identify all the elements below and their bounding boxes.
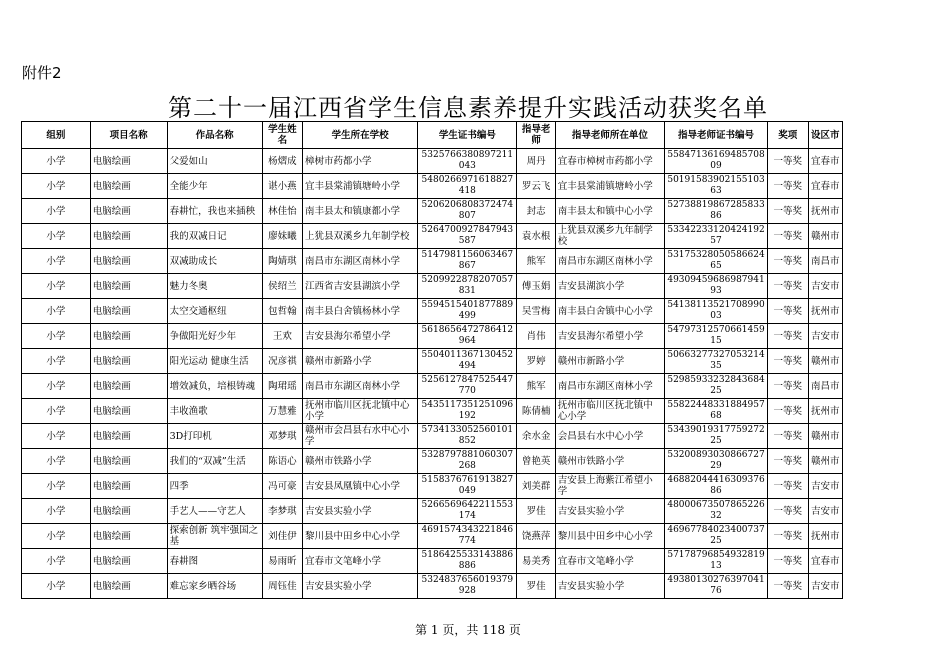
- cell-teacher-cert: 5066327732705321435: [664, 349, 767, 374]
- cell-group: 小学: [22, 474, 91, 499]
- cell-city: 吉安市: [808, 274, 842, 299]
- cell-city: 宜春市: [808, 549, 842, 574]
- col-header-project: 项目名称: [90, 122, 167, 149]
- cell-award: 一等奖: [768, 274, 808, 299]
- cell-teacher: 袁水根: [517, 224, 555, 249]
- cell-project: 电脑绘画: [90, 149, 167, 174]
- cell-student-cert: 5734133052560101852: [418, 424, 517, 449]
- cell-project: 电脑绘画: [90, 549, 167, 574]
- cell-group: 小学: [22, 399, 91, 424]
- cell-work: 我的双减日记: [167, 224, 262, 249]
- cell-student: 万慧雅: [262, 399, 302, 424]
- cell-student-cert: 4691574343221846774: [418, 524, 517, 549]
- cell-student: 王欢: [262, 324, 302, 349]
- cell-group: 小学: [22, 524, 91, 549]
- cell-teacher-cert: 5320089303086672729: [664, 449, 767, 474]
- cell-student: 况彦祺: [262, 349, 302, 374]
- cell-teacher-unit: 南丰县太和镇中心小学: [555, 199, 664, 224]
- cell-student: 陈语心: [262, 449, 302, 474]
- cell-teacher: 熊军: [517, 374, 555, 399]
- cell-teacher-unit: 赣州市新路小学: [555, 349, 664, 374]
- cell-teacher-cert: 5717879685493281913: [664, 549, 767, 574]
- cell-teacher-unit: 宜丰县棠浦镇塘岭小学: [555, 174, 664, 199]
- cell-city: 赣州市: [808, 224, 842, 249]
- cell-student: 陶婧琪: [262, 249, 302, 274]
- cell-project: 电脑绘画: [90, 374, 167, 399]
- cell-work: 丰收渔歌: [167, 399, 262, 424]
- cell-award: 一等奖: [768, 149, 808, 174]
- cell-school: 宜春市文笔峰小学: [303, 549, 418, 574]
- cell-group: 小学: [22, 499, 91, 524]
- cell-school: 赣州市铁路小学: [303, 449, 418, 474]
- cell-award: 一等奖: [768, 424, 808, 449]
- cell-student: 刘佳伊: [262, 524, 302, 549]
- cell-teacher: 傅玉娟: [517, 274, 555, 299]
- cell-student: 侯绍兰: [262, 274, 302, 299]
- cell-teacher: 易美秀: [517, 549, 555, 574]
- cell-teacher: 封志: [517, 199, 555, 224]
- page-title: 第二十一届江西省学生信息素养提升实践活动获奖名单: [168, 94, 768, 122]
- table-row: [22, 449, 843, 474]
- cell-teacher: 罗云飞: [517, 174, 555, 199]
- cell-city: 赣州市: [808, 424, 842, 449]
- cell-project: 电脑绘画: [90, 199, 167, 224]
- cell-student-cert: 5435117351251096192: [418, 399, 517, 424]
- cell-teacher-unit: 南昌市东湖区南林小学: [555, 249, 664, 274]
- cell-teacher: 刘美群: [517, 474, 555, 499]
- col-header-work: 作品名称: [167, 122, 262, 149]
- cell-student: 周钰佳: [262, 574, 302, 599]
- cell-city: 抚州市: [808, 299, 842, 324]
- col-header-award: 奖项: [768, 122, 808, 149]
- cell-city: 南昌市: [808, 249, 842, 274]
- cell-student-cert: 5264700927847943587: [418, 224, 517, 249]
- cell-project: 电脑绘画: [90, 249, 167, 274]
- cell-teacher: 肖伟: [517, 324, 555, 349]
- cell-city: 赣州市: [808, 449, 842, 474]
- cell-award: 一等奖: [768, 374, 808, 399]
- cell-work: 春耕忙，我也来插秧: [167, 199, 262, 224]
- cell-student: 邓梦琪: [262, 424, 302, 449]
- cell-city: 抚州市: [808, 399, 842, 424]
- page-footer: 第 1 页，共 118 页: [415, 623, 521, 637]
- cell-project: 电脑绘画: [90, 524, 167, 549]
- cell-city: 赣州市: [808, 349, 842, 374]
- cell-teacher: 吴雪梅: [517, 299, 555, 324]
- cell-city: 抚州市: [808, 524, 842, 549]
- table-row: [22, 374, 843, 399]
- cell-award: 一等奖: [768, 499, 808, 524]
- table-row: [22, 349, 843, 374]
- cell-student-cert: 5480266971618827418: [418, 174, 517, 199]
- cell-project: 电脑绘画: [90, 424, 167, 449]
- table-row: [22, 174, 843, 199]
- cell-school: 吉安县凤凰镇中心小学: [303, 474, 418, 499]
- cell-work: 太空交通枢纽: [167, 299, 262, 324]
- col-header-teacher: 指导老师: [517, 122, 555, 149]
- cell-teacher-cert: 5479731257066145915: [664, 324, 767, 349]
- col-header-teacher-cert: 指导老师证书编号: [664, 122, 767, 149]
- cell-group: 小学: [22, 449, 91, 474]
- cell-group: 小学: [22, 199, 91, 224]
- col-header-group: 组别: [22, 122, 91, 149]
- cell-work: 手艺人——守艺人: [167, 499, 262, 524]
- cell-student-cert: 5324837656019379928: [418, 574, 517, 599]
- cell-school: 吉安县海尔希望小学: [303, 324, 418, 349]
- cell-teacher-unit: 吉安县上海紫江希望小学: [555, 474, 664, 499]
- cell-student: 杨熠成: [262, 149, 302, 174]
- cell-student: 林佳怡: [262, 199, 302, 224]
- awards-table: [21, 121, 843, 599]
- cell-teacher-cert: 5019158390215510363: [664, 174, 767, 199]
- cell-student-cert: 5266569642211553174: [418, 499, 517, 524]
- table-row: [22, 399, 843, 424]
- cell-student-cert: 5209922878207057831: [418, 274, 517, 299]
- cell-project: 电脑绘画: [90, 574, 167, 599]
- cell-group: 小学: [22, 249, 91, 274]
- col-header-teacher-unit: 指导老师所在单位: [555, 122, 664, 149]
- cell-city: 宜春市: [808, 174, 842, 199]
- table-header-row: [22, 122, 843, 149]
- cell-teacher-cert: 4800067350786522632: [664, 499, 767, 524]
- cell-school: 抚州市临川区抚北镇中心小学: [303, 399, 418, 424]
- cell-work: 魅力冬奥: [167, 274, 262, 299]
- cell-teacher: 罗佳: [517, 499, 555, 524]
- cell-work: 四季: [167, 474, 262, 499]
- cell-work: 全能少年: [167, 174, 262, 199]
- cell-teacher: 周丹: [517, 149, 555, 174]
- cell-work: 争做阳光好少年: [167, 324, 262, 349]
- cell-school: 江西省吉安县湖滨小学: [303, 274, 418, 299]
- cell-work: 双减助成长: [167, 249, 262, 274]
- cell-award: 一等奖: [768, 224, 808, 249]
- cell-student-cert: 5206206808372474807: [418, 199, 517, 224]
- cell-award: 一等奖: [768, 174, 808, 199]
- cell-city: 宜春市: [808, 149, 842, 174]
- cell-school: 赣州市会昌县右水中心小学: [303, 424, 418, 449]
- cell-teacher-cert: 5273881986728583386: [664, 199, 767, 224]
- cell-school: 吉安县实验小学: [303, 574, 418, 599]
- cell-project: 电脑绘画: [90, 449, 167, 474]
- cell-teacher-cert: 5343901931775927225: [664, 424, 767, 449]
- cell-teacher-unit: 吉安县海尔希望小学: [555, 324, 664, 349]
- cell-student-cert: 5328797881060307268: [418, 449, 517, 474]
- cell-teacher-unit: 会昌县右水中心小学: [555, 424, 664, 449]
- cell-student-cert: 5504011367130452494: [418, 349, 517, 374]
- cell-award: 一等奖: [768, 574, 808, 599]
- cell-city: 吉安市: [808, 499, 842, 524]
- cell-award: 一等奖: [768, 324, 808, 349]
- cell-group: 小学: [22, 549, 91, 574]
- cell-teacher-unit: 宜春市文笔峰小学: [555, 549, 664, 574]
- cell-work: 春耕图: [167, 549, 262, 574]
- cell-student-cert: 5158376761913827049: [418, 474, 517, 499]
- cell-group: 小学: [22, 149, 91, 174]
- cell-student: 冯可豪: [262, 474, 302, 499]
- cell-teacher-cert: 5413811352170899003: [664, 299, 767, 324]
- table-row: [22, 499, 843, 524]
- cell-teacher-unit: 上犹县双溪乡九年制学校: [555, 224, 664, 249]
- cell-award: 一等奖: [768, 474, 808, 499]
- cell-student: 易雨昕: [262, 549, 302, 574]
- cell-student-cert: 5186425533143886886: [418, 549, 517, 574]
- cell-city: 吉安市: [808, 474, 842, 499]
- cell-student-cert: 5147981156063467867: [418, 249, 517, 274]
- table-row: [22, 474, 843, 499]
- cell-teacher-unit: 南昌市东湖区南林小学: [555, 374, 664, 399]
- table-row: [22, 299, 843, 324]
- cell-project: 电脑绘画: [90, 224, 167, 249]
- cell-teacher-cert: 5584713616948570809: [664, 149, 767, 174]
- cell-award: 一等奖: [768, 199, 808, 224]
- cell-group: 小学: [22, 224, 91, 249]
- cell-school: 宜丰县棠浦镇塘岭小学: [303, 174, 418, 199]
- cell-group: 小学: [22, 174, 91, 199]
- cell-student: 包哲翰: [262, 299, 302, 324]
- cell-group: 小学: [22, 299, 91, 324]
- cell-school: 南丰县白舍镇杨林小学: [303, 299, 418, 324]
- cell-work: 探索创新 筑牢强国之基: [167, 524, 262, 549]
- attachment-label: 附件2: [22, 64, 62, 82]
- cell-teacher: 熊军: [517, 249, 555, 274]
- table-row: [22, 224, 843, 249]
- cell-award: 一等奖: [768, 524, 808, 549]
- table-row: [22, 424, 843, 449]
- cell-teacher: 陈倩楠: [517, 399, 555, 424]
- cell-teacher-unit: 宜春市樟树市药都小学: [555, 149, 664, 174]
- cell-student-cert: 5618656472786412964: [418, 324, 517, 349]
- cell-award: 一等奖: [768, 399, 808, 424]
- table-row: [22, 324, 843, 349]
- cell-city: 南昌市: [808, 374, 842, 399]
- table-row: [22, 249, 843, 274]
- cell-school: 南丰县太和镇康都小学: [303, 199, 418, 224]
- cell-teacher-cert: 4930945968698794193: [664, 274, 767, 299]
- cell-teacher-cert: 4696778402340073725: [664, 524, 767, 549]
- cell-work: 难忘家乡晒谷场: [167, 574, 262, 599]
- table-row: [22, 549, 843, 574]
- cell-city: 吉安市: [808, 574, 842, 599]
- cell-school: 黎川县中田乡中心小学: [303, 524, 418, 549]
- cell-project: 电脑绘画: [90, 299, 167, 324]
- cell-student: 陶珺瑶: [262, 374, 302, 399]
- cell-teacher: 饶燕萍: [517, 524, 555, 549]
- cell-award: 一等奖: [768, 349, 808, 374]
- cell-teacher: 罗婷: [517, 349, 555, 374]
- cell-student: 廖妹曦: [262, 224, 302, 249]
- cell-work: 3D打印机: [167, 424, 262, 449]
- table-row: [22, 524, 843, 549]
- cell-teacher-cert: 4688204441630937686: [664, 474, 767, 499]
- cell-group: 小学: [22, 424, 91, 449]
- cell-school: 樟树市药都小学: [303, 149, 418, 174]
- cell-school: 吉安县实验小学: [303, 499, 418, 524]
- cell-teacher: 罗佳: [517, 574, 555, 599]
- cell-teacher-cert: 5298593323284368425: [664, 374, 767, 399]
- cell-project: 电脑绘画: [90, 399, 167, 424]
- cell-city: 吉安市: [808, 324, 842, 349]
- cell-teacher-cert: 4938013027639704176: [664, 574, 767, 599]
- cell-school: 上犹县双溪乡九年制学校: [303, 224, 418, 249]
- table-row: [22, 149, 843, 174]
- cell-award: 一等奖: [768, 299, 808, 324]
- cell-school: 南昌市东湖区南林小学: [303, 249, 418, 274]
- cell-teacher-cert: 5317532805058662465: [664, 249, 767, 274]
- col-header-school: 学生所在学校: [303, 122, 418, 149]
- cell-group: 小学: [22, 349, 91, 374]
- cell-teacher-unit: 吉安县实验小学: [555, 574, 664, 599]
- table-row: [22, 574, 843, 599]
- cell-teacher-cert: 5582244833188495768: [664, 399, 767, 424]
- cell-award: 一等奖: [768, 249, 808, 274]
- cell-teacher-unit: 南丰县白舍镇中心小学: [555, 299, 664, 324]
- cell-project: 电脑绘画: [90, 474, 167, 499]
- col-header-city: 设区市: [808, 122, 842, 149]
- cell-student-cert: 5594515401877889499: [418, 299, 517, 324]
- col-header-student-cert: 学生证书编号: [418, 122, 517, 149]
- cell-teacher-unit: 抚州市临川区抚北镇中心小学: [555, 399, 664, 424]
- cell-student: 谌小燕: [262, 174, 302, 199]
- col-header-student: 学生姓名: [262, 122, 302, 149]
- cell-teacher-unit: 黎川县中田乡中心小学: [555, 524, 664, 549]
- cell-project: 电脑绘画: [90, 274, 167, 299]
- cell-group: 小学: [22, 574, 91, 599]
- cell-group: 小学: [22, 274, 91, 299]
- cell-city: 抚州市: [808, 199, 842, 224]
- cell-work: 阳光运动 健康生活: [167, 349, 262, 374]
- cell-group: 小学: [22, 374, 91, 399]
- cell-student-cert: 5325766380897211043: [418, 149, 517, 174]
- cell-teacher: 余水金: [517, 424, 555, 449]
- cell-school: 南昌市东湖区南林小学: [303, 374, 418, 399]
- cell-project: 电脑绘画: [90, 324, 167, 349]
- table-body: [22, 149, 843, 599]
- cell-teacher: 曾艳英: [517, 449, 555, 474]
- cell-student: 李梦琪: [262, 499, 302, 524]
- cell-school: 赣州市新路小学: [303, 349, 418, 374]
- cell-teacher-unit: 吉安县湖滨小学: [555, 274, 664, 299]
- cell-teacher-cert: 5334223312042419257: [664, 224, 767, 249]
- cell-work: 增效减负，培根铸魂: [167, 374, 262, 399]
- cell-work: 我们的“双减”生活: [167, 449, 262, 474]
- cell-project: 电脑绘画: [90, 174, 167, 199]
- cell-award: 一等奖: [768, 549, 808, 574]
- table-row: [22, 199, 843, 224]
- table-row: [22, 274, 843, 299]
- cell-student-cert: 5256127847525447770: [418, 374, 517, 399]
- cell-teacher-unit: 吉安县实验小学: [555, 499, 664, 524]
- cell-award: 一等奖: [768, 449, 808, 474]
- cell-teacher-unit: 赣州市铁路小学: [555, 449, 664, 474]
- cell-project: 电脑绘画: [90, 499, 167, 524]
- cell-work: 父爱如山: [167, 149, 262, 174]
- cell-group: 小学: [22, 324, 91, 349]
- cell-project: 电脑绘画: [90, 349, 167, 374]
